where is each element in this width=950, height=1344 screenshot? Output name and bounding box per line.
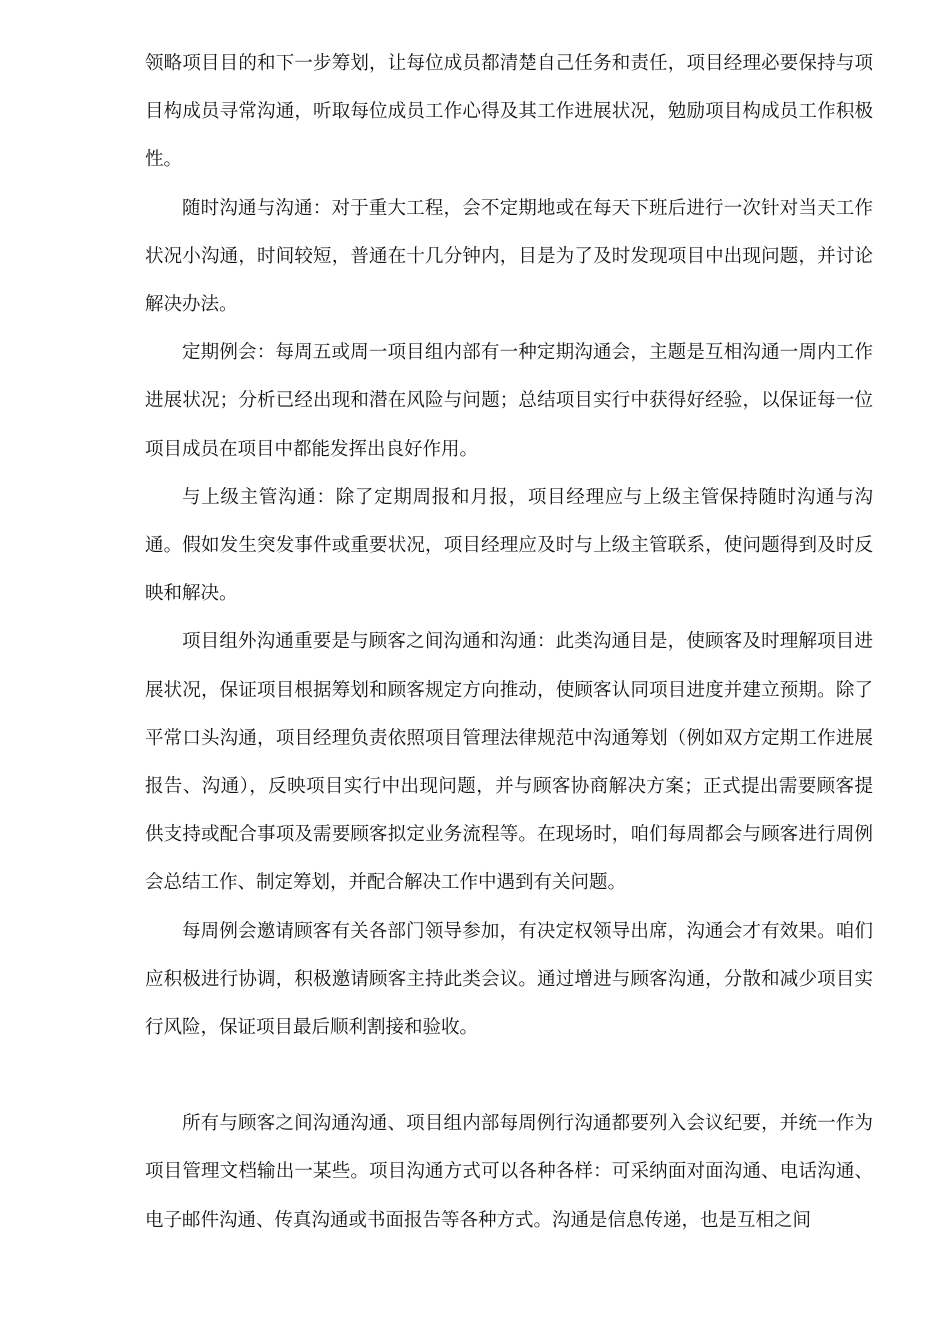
paragraph-meeting-minutes: 所有与顾客之间沟通沟通、项目组内部每周例行沟通都要列入会议纪要，并统一作为项目管理文档输出一某些。项目沟通方式可以各种各样：可采纳面对面沟通、电话沟通、电子邮件沟通、传真沟通或书面报告等各种方式。沟通是信息传递，也是互相之间 <box>145 1113 873 1231</box>
paragraph-spacer <box>145 1052 873 1100</box>
paragraph-supervisor-communication: 与上级主管沟通：除了定期周报和月报，项目经理应与上级主管保持随时沟通与沟通。假如发生突发事件或重要状况，项目经理应及时与上级主管联系，使问题得到及时反映和解决。 <box>145 486 873 605</box>
paragraph-regular-meeting: 定期例会：每周五或周一项目组内部有一种定期沟通会，主题是互相沟通一周内工作进展状况；分析已经出现和潜在风险与问题；总结项目实行中获得好经验，以保证每一位项目成员在项目中都能发挥出良好作用。 <box>145 342 873 460</box>
paragraph-weekly-meeting: 每周例会邀请顾客有关各部门领导参加，有决定权领导出席，沟通会才有效果。咱们应积极进行协调，积极邀请顾客主持此类会议。通过增进与顾客沟通，分散和减少项目实行风险，保证项目最后顺利割接和验收。 <box>145 920 873 1039</box>
paragraph-ad-hoc-communication: 随时沟通与沟通：对于重大工程，会不定期地或在每天下班后进行一次针对当天工作状况小沟通，时间较短，普通在十几分钟内，目是为了及时发现项目中出现问题，并讨论解决办法。 <box>145 197 873 316</box>
paragraph-team-communication: 领略项目目的和下一步筹划，让每位成员都清楚自己任务和责任，项目经理必要保持与项目构成员寻常沟通，听取每位成员工作心得及其工作进展状况，勉励项目构成员工作积极性。 <box>145 53 873 171</box>
document-page <box>145 40 873 1245</box>
paragraph-customer-communication: 项目组外沟通重要是与顾客之间沟通和沟通：此类沟通目是，使顾客及时理解项目进展状况，保证项目根据筹划和顾客规定方向推动，使顾客认同项目进度并建立预期。除了平常口头沟通，项目经理负责依照项目管理法律规范中沟通筹划（例如双方定期工作进展报告、沟通），反映项目实行中出现问题，并与顾客协商解决方案；正式提出需要顾客提供支持或配合事项及需要顾客拟定业务流程等。在现场时，咱们每周都会与顾客进行周例会总结工作、制定筹划，并配合解决工作中遇到有关问题。 <box>145 631 873 894</box>
